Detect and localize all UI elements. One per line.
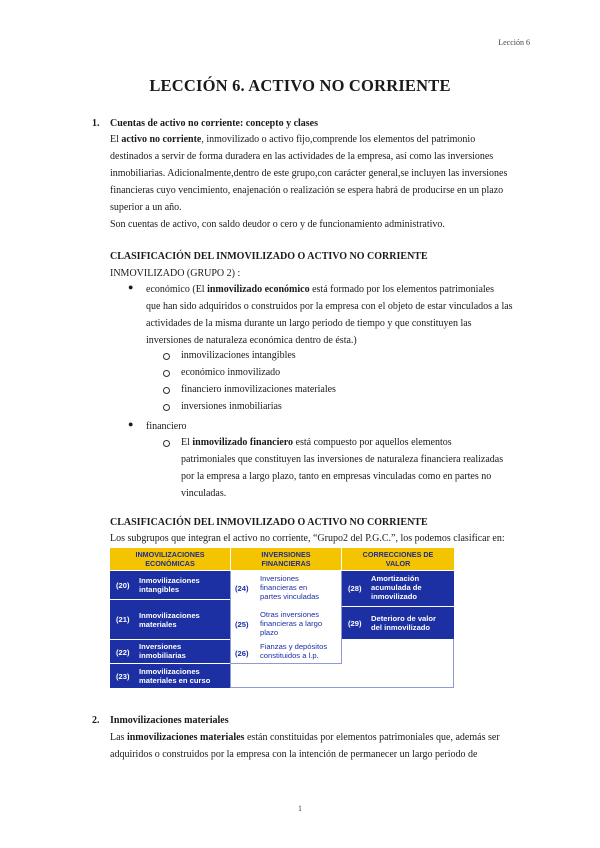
circle-bullet-icon <box>163 387 170 394</box>
subsection-heading: CLASIFICACIÓN DEL INMOVILIZADO O ACTIVO NO CORRIENTE <box>110 251 428 262</box>
paragraph-line: Las inmovilizaciones materiales están constituidas por elementos patrimoniales que, además ser <box>110 732 500 743</box>
table-header: INMOVILIZACIONES ECONÓMICAS <box>110 548 230 570</box>
table-cell: (29) Deterioro de valor del inmovilizado <box>342 607 454 639</box>
table-divider <box>231 663 342 664</box>
table-divider <box>231 687 454 688</box>
circle-bullet-icon <box>163 440 170 447</box>
bullet-icon: ● <box>128 419 134 429</box>
subsection-heading: CLASIFICACIÓN DEL INMOVILIZADO O ACTIVO NO CORRIENTE <box>110 517 428 528</box>
table-cell: (24) Inversiones financieras en partes vinculadas <box>231 571 341 606</box>
sub-list-item-line: patrimoniales que constituyen las inversiones de naturaleza financiera realizadas <box>181 454 504 465</box>
paragraph-line: Son cuentas de activo, con saldo deudor o cero y de funcionamiento administrativo. <box>110 219 445 230</box>
sub-list-item-line: vinculadas. <box>181 488 227 499</box>
list-item-line: actividades de la misma durante un largo periodo de tiempo y que constituyen las <box>146 318 472 329</box>
bullet-icon: ● <box>128 282 134 292</box>
section-heading: Cuentas de activo no corriente: concepto y clases <box>110 118 319 129</box>
paragraph-line: superior a un año. <box>110 202 182 213</box>
paragraph-line: adquiridos o construidos por la empresa con la intención de permanecer un largo periodo de <box>110 749 478 760</box>
list-item: financiero <box>146 421 187 432</box>
table-header: CORRECCIONES DE VALOR <box>342 548 454 570</box>
table-cell: (28) Amortización acumulada de inmovilizado <box>342 571 454 606</box>
circle-bullet-icon <box>163 404 170 411</box>
table-cell: (22) Inversiones inmobiliarias <box>110 640 230 663</box>
subsection-intro: Los subgrupos que integran el activo no corriente, “Grupo2 del P.G.C.”, los podemos clasificar en: <box>110 533 505 544</box>
list-item-line: que han sido adquiridos o construidos por la empresa con el objeto de estar vinculados a las <box>146 301 513 312</box>
section-number: 1. <box>92 118 100 129</box>
table-divider <box>230 571 231 688</box>
paragraph-line: financieras cuyo vencimiento, enajenación o realización se espera habrá de producirse en un plazo <box>110 185 504 196</box>
subsection-subheading: INMOVILIZADO (GRUPO 2) : <box>110 268 241 279</box>
sub-list-item: inmovilizaciones intangibles <box>181 350 296 361</box>
table-header: INVERSIONES FINANCIERAS <box>231 548 341 570</box>
section-number: 2. <box>92 715 100 726</box>
running-header: Lección 6 <box>498 38 530 47</box>
circle-bullet-icon <box>163 370 170 377</box>
circle-bullet-icon <box>163 353 170 360</box>
paragraph-line: inmobiliarias. Adicionalmente,dentro de este grupo,con carácter general,se incluyen las inversiones <box>110 168 508 179</box>
table-cell: (20) Inmovilizaciones intangibles <box>110 571 230 599</box>
sub-list-item: El inmovilizado financiero está compuesto por aquellos elementos <box>181 437 452 448</box>
sub-list-item: financiero inmovilizaciones materiales <box>181 384 336 395</box>
list-item: económico (El inmovilizado económico está formado por los elementos patrimoniales <box>146 284 494 295</box>
table-cell: (26) Fianzas y depósitos constituidos a l.p. <box>231 640 341 663</box>
paragraph-line: destinados a servir de forma duradera en las actividades de la empresa, así como las inversiones <box>110 151 494 162</box>
table-cell: (21) Inmovilizaciones materiales <box>110 600 230 639</box>
sub-list-item: inversiones inmobiliarias <box>181 401 282 412</box>
classification-table <box>110 548 454 688</box>
table-divider <box>453 639 454 688</box>
table-cell: (23) Inmovilizaciones materiales en curso <box>110 664 230 688</box>
table-divider <box>341 571 342 663</box>
paragraph-line: El activo no corriente, inmovilizado o activo fijo,comprende los elementos del patrimonio <box>110 134 476 145</box>
page-title: LECCIÓN 6. ACTIVO NO CORRIENTE <box>149 76 451 95</box>
page-number: 1 <box>298 804 302 813</box>
sub-list-item-line: por la empresa a largo plazo, tanto en empresas vinculadas como en partes no <box>181 471 492 482</box>
section-heading: Inmovilizaciones materiales <box>110 715 229 726</box>
table-cell: (25) Otras inversiones financieras a largo plazo <box>231 607 341 639</box>
list-item-line: inversiones de naturaleza económica dentro de ésta.) <box>146 335 357 346</box>
sub-list-item: económico inmovilizado <box>181 367 281 378</box>
